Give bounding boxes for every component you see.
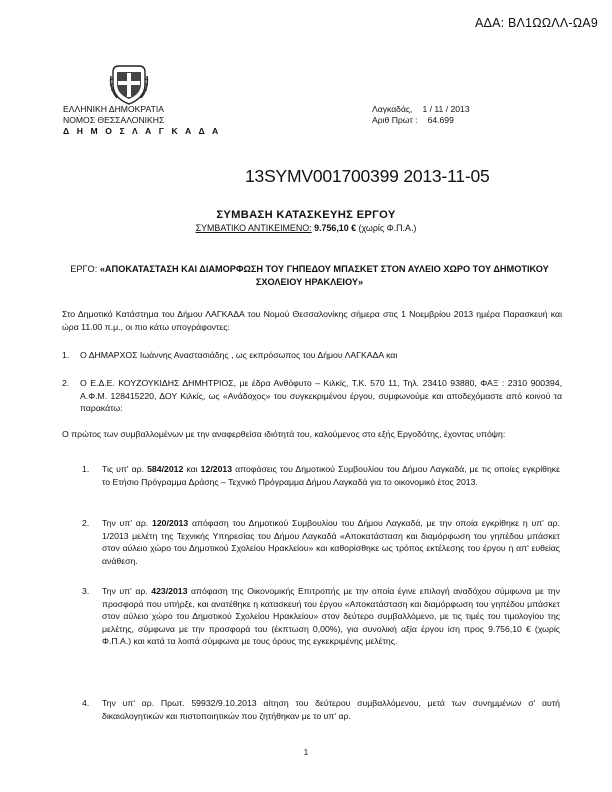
text-segment: απόφαση της Οικονομικής Επιτροπής με την οποία έγινε επιλογή αναδόχου σύμφωνα με την προσφορά που υπήρξε, και ανατέθηκε η κατασκευή του έργου «Αποκατάσταση και διαμόρφωση του γηπέδου μπάσκετ στον αύλειο χώρο του Δημοτικού Σχολείου Ηρακλείου» στον δεύτερο συμβαλλόμενο, με τις τιμές του τιμολογίου της μελέτης, σύμφωνα με την προσφορά του (έκπτωση 0,00%), για συνολική αξία έργου ίση προς 9.756,10 € (χωρίς Φ.Π.Α.) και κατά τα λοιπά σύμφωνα με τους όρους της εγκεκριμένης μελέτης. [102,586,560,646]
party-1 [62,349,562,362]
party-number: 2. [62,378,70,388]
consideration-3 [82,585,560,648]
text-segment: απόφαση του Δημοτικού Συμβουλίου του Δήμου Λαγκαδά, με την οποία εγκρίθηκε η υπ' αρ. 1/2013 μελέτη της Τεχνικής Υπηρεσίας του Δήμου Λαγκαδά «Αποκατάσταση και διαμόρφωση του γηπέδου μπάσκετ στον αύλειο χώρο του Δημοτικού Σχολείου Ηρακλείου» και καθορίσθηκε ως τρόπος εκτέλεσης του έργου η απ' ευθείας ανάθεση. [102,518,561,566]
consideration-4 [82,697,560,722]
text-segment: και [183,464,201,474]
contract-subject-label: ΣΥΜΒΑΤΙΚΟ ΑΝΤΙΚΕΙΜΕΝΟ: [195,223,312,233]
consideration-text [102,463,560,488]
intro-paragraph: Στο Δημοτικό Κατάστημα του Δήμου ΛΑΓΚΑΔΑ του Νομού Θεσσαλονίκης σήμερα στις 1 Νοεμβρίου 2013 ημέρα Παρασκευή και ώρα 11.00 π.μ., οι πιο κάτω υπογράφοντες: [62,309,562,332]
date-value: 1 / 11 / 2013 [422,104,470,114]
consideration-text: Την υπ' αρ. Πρωτ. 59932/9.10.2013 αίτηση του δεύτερου συμβαλλόμενου, μετά των συνημμένων σ' αυτή δικαιολογητικών και πιστοποιητικών που ζητήθηκαν με το υπ' αρ. [102,698,560,721]
project-title [62,263,557,289]
contract-title-block [0,209,612,233]
text-segment: Την υπ' αρ. [102,586,152,596]
contract-vat-note: (χωρίς Φ.Π.Α.) [358,223,417,233]
party-text: Ο Ε.Δ.Ε. ΚΟΥΖΟΥΚΙΔΗΣ ΔΗΜΗΤΡΙΟΣ, με έδρα Ανθόφυτο – Κιλκίς, Τ.Κ. 570 11, Τηλ. 23410 93880, ΦΑΞ : 2310 900394, Α.Φ.Μ. 128415220, ΔΟΥ Κιλκίς, ως «Ανάδοχος» του συγκεκριμένου έργου, συμφωνούμε και αποδεχόμαστε από κοινού τα παρακάτω: [80,378,562,413]
first-party-paragraph: Ο πρώτος των συμβαλλομένων με την αναφερθείσα ιδιότητά του, καλούμενος στο εξής Εργοδότης, έχοντας υπόψη: [62,429,506,439]
issuer-line-republic: ΕΛΛΗΝΙΚΗ ΔΗΜΟΚΡΑΤΙΑ [63,104,164,114]
consideration-text [102,585,560,648]
party-number: 1. [62,350,70,360]
ada-code: ΑΔΑ: ΒΛ1ΩΩΛΛ-ΩΑ9 [475,16,598,30]
decision-number: 584/2012 [147,464,184,474]
party-2 [62,377,562,415]
consideration-text [102,517,560,567]
consideration-number: 1. [82,464,90,474]
consideration-1 [82,463,560,488]
greek-coat-of-arms-emblem [109,62,149,106]
party-text: Ο ΔΗΜΑΡΧΟΣ Ιωάννης Αναστασιάδης , ως εκπρόσωπος του Δήμου ΛΑΓΚΑΔΑ και [80,350,398,360]
text-segment: Την υπ' αρ. [102,518,152,528]
date-label: Λαγκαδάς, [372,104,413,114]
project-label: ΕΡΓΟ: [70,264,98,274]
issuer-line-prefecture: ΝΟΜΟΣ ΘΕΣΣΑΛΟΝΙΚΗΣ [63,115,165,125]
consideration-2 [82,517,560,567]
consideration-number: 3. [82,586,90,596]
page-number: 1 [303,748,309,757]
consideration-number: 2. [82,518,90,528]
consideration-number: 4. [82,698,90,708]
contract-subject [0,223,612,233]
protocol-code: 13SYMV001700399 2013-11-05 [245,166,490,186]
contract-amount: 9.756,10 € [314,223,357,233]
decision-number: 120/2013 [151,518,189,528]
decision-number: 12/2013 [200,464,233,474]
project-name: «ΑΠΟΚΑΤΑΣΤΑΣΗ ΚΑΙ ΔΙΑΜΟΡΦΩΣΗ ΤΟΥ ΓΗΠΕΔΟΥ ΜΠΑΣΚΕΤ ΣΤΟΝ ΑΥΛΕΙΟ ΧΩΡΟ ΤΟΥ ΔΗΜΟΤΙΚΟΥ ΣΧΟΛΕΙΟΥ ΗΡΑΚΛΕΙΟΥ» [99,264,549,287]
date-protocol-header [372,104,470,126]
protocol-value: 64.699 [427,115,454,125]
issuer-header [63,104,221,137]
text-segment: αποφάσεις του Δημοτικού Συμβουλίου του Δήμου Λαγκαδά, με τις οποίες εγκρίθηκε το Ετήσιο Πρόγραμμα Δράσης – Τεχνικό Πρόγραμμα Δήμου Λαγκαδά για το οικονομικό έτος 2013. [102,464,560,487]
protocol-label: Αριθ Πρωτ : [372,115,418,125]
decision-number: 423/2013 [151,586,188,596]
contract-title: ΣΥΜΒΑΣΗ ΚΑΤΑΣΚΕΥΗΣ ΕΡΓΟΥ [216,209,396,221]
text-segment: Τις υπ' αρ. [102,464,148,474]
issuer-line-municipality: Δ Η Μ Ο Σ Λ Α Γ Κ Α Δ Α [63,126,221,136]
